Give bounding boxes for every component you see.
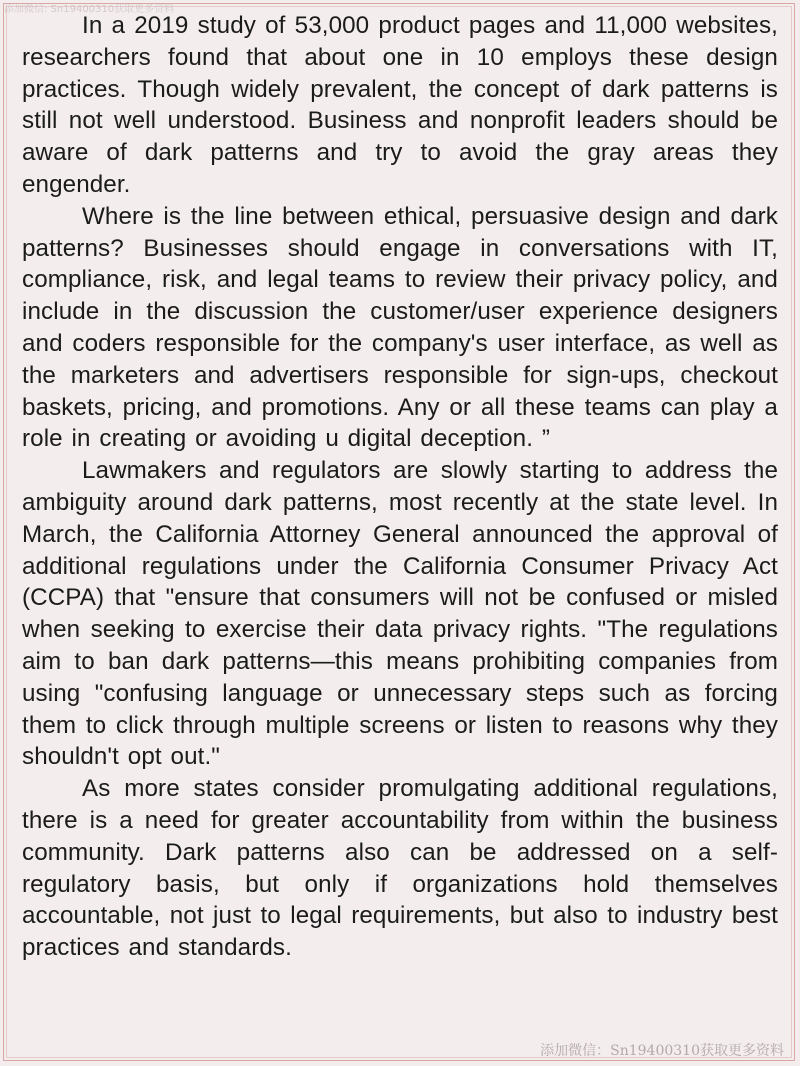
paragraph-4: As more states consider promulgating additional regulations, there is a need for greater accountability from within the business community. Dark patterns also can be addressed on a self-regulatory basis, but only if organizations hold themselves accountable, not just to legal requirements, but also to industry best practices and standards. bbox=[22, 775, 778, 962]
paragraph-2: Where is the line between ethical, persuasive design and dark patterns? Businesses should engage in conversations with IT, compliance, risk, and legal teams to review their privacy policy, and include in the discussion the customer/user experience designers and coders responsible for the company's user interface, as well as the marketers and advertisers responsible for sign-ups, checkout baskets, pricing, and promotions. Any or all these teams can play a role in creating or avoiding u digital deception. ” bbox=[22, 202, 778, 453]
paragraph-3: Lawmakers and regulators are slowly starting to address the ambiguity around dark patterns, most recently at the state level. In March, the California Attorney General announced the approval of additional regulations under the California Consumer Privacy Act (CCPA) that "ensure that consumers will not be confused or misled when seeking to exercise their data privacy rights. "The regulations aim to ban dark patterns—this means prohibiting companies from using "confusing language or unnecessary steps such as forcing them to click through multiple screens or listen to reasons why they shouldn't opt out." bbox=[22, 457, 778, 771]
document-body bbox=[22, 10, 778, 964]
watermark-bottom: 添加微信：Sn19400310获取更多资料 bbox=[540, 1043, 784, 1059]
paragraph-1: In a 2019 study of 53,000 product pages and 11,000 websites, researchers found that about one in 10 employs these design practices. Though widely prevalent, the concept of dark patterns is still not well understood. Business and nonprofit leaders should be aware of dark patterns and try to avoid the gray areas they engender. bbox=[22, 12, 778, 198]
watermark-top: 添加微信: Sn19400310获取更多资料 bbox=[4, 4, 175, 15]
